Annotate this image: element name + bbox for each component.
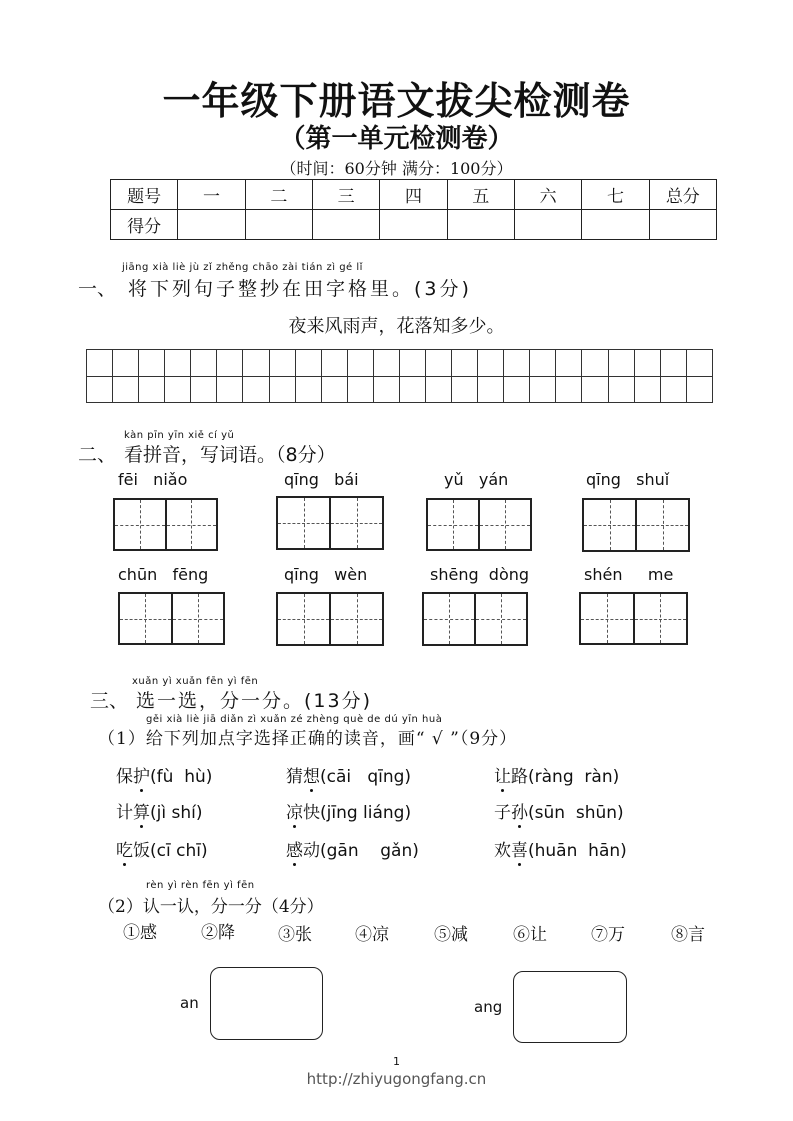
grid-cell[interactable] [451,377,477,403]
page-number: 1 [393,1055,400,1068]
grid-cell[interactable] [608,377,634,403]
answer-box-ang[interactable] [513,971,627,1043]
grid-cell[interactable] [242,350,268,376]
grid-cell[interactable] [321,350,347,376]
grid-cell[interactable] [87,350,112,376]
section2-pinyin: kàn pīn yīn xiě cí yǔ [124,430,235,441]
reading-option[interactable]: 计算(jì shí) [116,803,203,823]
word-pinyin: qīng wèn [284,565,368,584]
grid-cell[interactable] [634,350,660,376]
char-option[interactable]: ④凉 [355,925,389,945]
char-option[interactable]: ①感 [123,923,157,943]
word-pinyin: chūn fēng [118,565,209,584]
grid-cell[interactable] [686,377,712,403]
grid-cell[interactable] [112,350,138,376]
exam-info: （时间：60分钟 满分：100分） [280,159,513,178]
word-writing-box[interactable] [276,592,384,646]
score-blank-cell[interactable] [245,210,312,240]
char-option[interactable]: ③张 [278,925,312,945]
grid-cell[interactable] [190,350,216,376]
grid-cell[interactable] [164,377,190,403]
word-writing-box[interactable] [579,592,688,645]
score-table [110,179,717,240]
score-blank-cell[interactable] [312,210,379,240]
grid-cell[interactable] [555,350,581,376]
reading-option[interactable]: 感动(gān gǎn) [286,841,419,861]
section3-instruction: 选一选，分一分。(13分) [136,690,373,712]
page-subtitle: （第一单元检测卷） [279,124,514,154]
grid-cell[interactable] [373,377,399,403]
score-cell: 七 [582,180,649,210]
grid-cell[interactable] [347,377,373,403]
word-pinyin: qīng bái [284,470,359,489]
part1-instruction: （1）给下列加点字选择正确的读音，画“ √ ”（9分） [98,729,518,749]
char-option[interactable]: ⑦万 [591,925,625,945]
reading-option[interactable]: 猜想(cāi qīng) [286,767,412,787]
grid-cell[interactable] [242,377,268,403]
answer-box-an[interactable] [210,967,323,1040]
score-cell: 一 [178,180,245,210]
score-cell: 四 [380,180,447,210]
word-writing-box[interactable] [118,592,225,645]
grid-cell[interactable] [164,350,190,376]
grid-cell[interactable] [660,350,686,376]
grid-cell[interactable] [581,350,607,376]
page-title: 一年级下册语文拔尖检测卷 [162,79,631,123]
word-writing-box[interactable] [422,592,528,646]
reading-option[interactable]: 欢喜(huān hān) [494,841,627,861]
tianzige-grid[interactable] [86,349,713,403]
grid-cell[interactable] [529,377,555,403]
grid-cell[interactable] [425,377,451,403]
score-blank-cell[interactable] [582,210,649,240]
grid-cell[interactable] [581,377,607,403]
reading-option[interactable]: 子孙(sūn shūn) [494,803,624,823]
word-writing-box[interactable] [582,498,690,552]
grid-cell[interactable] [503,350,529,376]
score-cell: 二 [245,180,312,210]
section3-number: 三、 [90,690,129,712]
grid-row-top [87,350,712,376]
grid-cell[interactable] [112,377,138,403]
score-table-header-row [111,180,717,210]
section1-number: 一、 [78,278,117,300]
grid-cell[interactable] [269,350,295,376]
grid-cell[interactable] [87,377,112,403]
score-blank-cell[interactable] [649,210,716,240]
grid-cell[interactable] [634,377,660,403]
grid-cell[interactable] [347,350,373,376]
score-blank-cell[interactable] [380,210,447,240]
word-pinyin: yǔ yán [444,470,509,489]
word-writing-box[interactable] [276,496,384,550]
section1-pinyin: jiāng xià liè jù zǐ zhěng chāo zài tián zì gé lǐ [122,262,363,273]
grid-cell[interactable] [399,350,425,376]
score-blank-cell[interactable] [447,210,514,240]
section1-instruction: 将下列句子整抄在田字格里。(3分) [128,278,472,300]
word-pinyin: fēi niǎo [118,470,188,489]
grid-cell[interactable] [660,377,686,403]
char-option[interactable]: ⑥让 [513,925,547,945]
score-cell: 总分 [649,180,716,210]
section2-number: 二、 [78,444,117,466]
footer-url[interactable]: http://zhiyugongfang.cn [306,1070,487,1088]
grid-cell[interactable] [425,350,451,376]
grid-cell[interactable] [138,350,164,376]
score-cell: 五 [447,180,514,210]
grid-cell[interactable] [529,350,555,376]
reading-option[interactable]: 让路(ràng ràn) [494,767,620,787]
grid-cell[interactable] [269,377,295,403]
grid-cell[interactable] [686,350,712,376]
part1-pinyin: gěi xià liè jiā diǎn zì xuǎn zé zhèng què de dú yīn huà [146,714,443,725]
grid-cell[interactable] [295,377,321,403]
grid-cell[interactable] [555,377,581,403]
grid-cell[interactable] [190,377,216,403]
section3-pinyin: xuǎn yì xuǎn fēn yì fēn [132,676,259,687]
score-blank-cell[interactable] [178,210,245,240]
score-cell: 题号 [111,180,178,210]
grid-row-bottom [87,376,712,403]
reading-option[interactable]: 吃饭(cī chī) [116,841,208,861]
grid-cell[interactable] [477,350,503,376]
word-pinyin: shēng dòng [430,565,530,584]
grid-cell[interactable] [608,350,634,376]
char-option[interactable]: ②降 [201,923,235,943]
char-option[interactable]: ⑧言 [671,925,705,945]
word-pinyin: shén me [584,565,674,584]
grid-cell[interactable] [477,377,503,403]
grid-cell[interactable] [216,350,242,376]
grid-cell[interactable] [373,350,399,376]
part2-pinyin: rèn yì rèn fēn yì fēn [146,880,255,891]
word-writing-box[interactable] [113,498,218,551]
grid-cell[interactable] [295,350,321,376]
answer-box-label-an: an [180,994,199,1012]
copy-sentence: 夜来风雨声，花落知多少。 [288,316,505,337]
part2-instruction: （2）认一认，分一分（4分） [98,897,324,917]
answer-box-label-ang: ang [474,998,503,1016]
score-blank-cell[interactable] [514,210,581,240]
char-option[interactable]: ⑤减 [434,925,468,945]
grid-cell[interactable] [399,377,425,403]
score-cell: 六 [514,180,581,210]
grid-cell[interactable] [451,350,477,376]
section2-instruction: 看拼音，写词语。（8分） [124,444,336,466]
grid-cell[interactable] [503,377,529,403]
grid-cell[interactable] [321,377,347,403]
score-cell: 三 [312,180,379,210]
grid-cell[interactable] [138,377,164,403]
word-writing-box[interactable] [426,498,532,551]
reading-option[interactable]: 保护(fù hù) [116,767,213,787]
reading-option[interactable]: 凉快(jīng liáng) [286,803,412,823]
word-pinyin: qīng shuǐ [586,470,670,489]
grid-cell[interactable] [216,377,242,403]
score-row-label: 得分 [111,210,178,240]
score-table-score-row [111,210,717,240]
